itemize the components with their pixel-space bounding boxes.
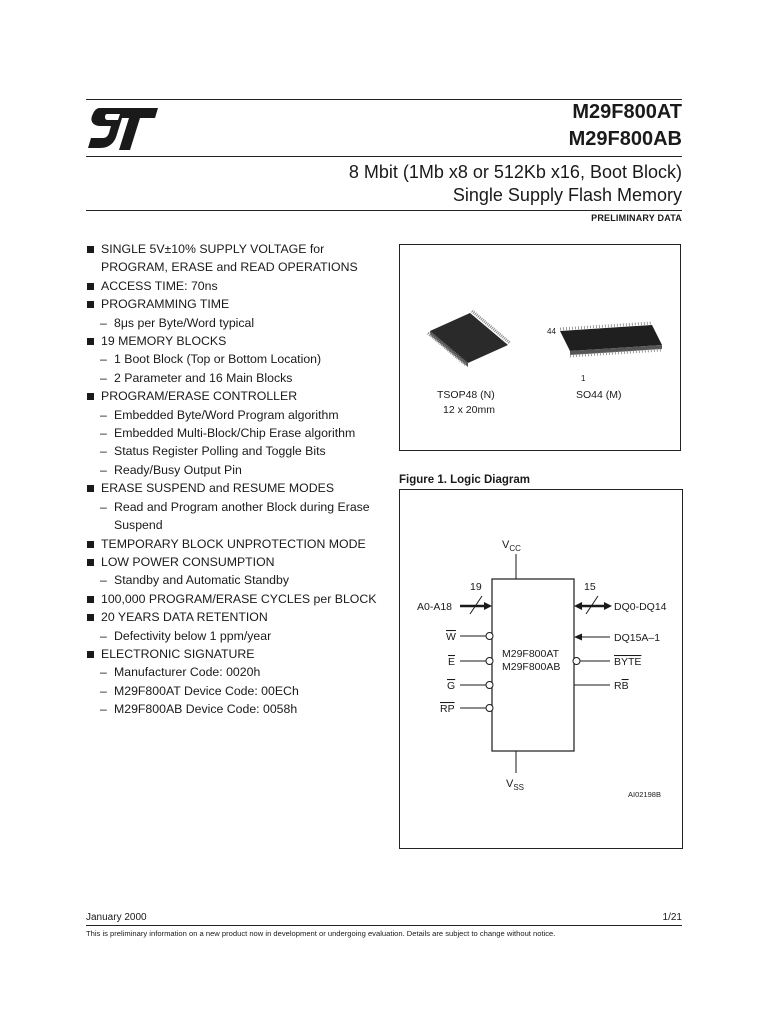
feature-item: 20 YEARS DATA RETENTION xyxy=(86,608,386,626)
header-rule-middle xyxy=(86,156,682,157)
g-label: G xyxy=(447,680,456,692)
feature-subitem: – Status Register Polling and Toggle Bits xyxy=(86,442,386,460)
package-illustration xyxy=(400,245,682,452)
dq15-label: DQ15A–1 xyxy=(614,632,661,644)
logic-diagram-box xyxy=(399,489,683,849)
w-label: W xyxy=(446,631,456,643)
header-rule-bottom xyxy=(86,210,682,211)
logic-diagram xyxy=(400,490,684,850)
so44-pin-1-label: 1 xyxy=(581,374,586,383)
figure-reference: AI02198B xyxy=(628,790,661,799)
feature-item: 19 MEMORY BLOCKS xyxy=(86,332,386,350)
tsop48-name-label: TSOP48 (N) xyxy=(437,389,495,401)
feature-subitem: – Ready/Busy Output Pin xyxy=(86,461,386,479)
w-bubble xyxy=(486,633,493,640)
feature-subitem: – 2 Parameter and 16 Main Blocks xyxy=(86,369,386,387)
data-label: DQ0-DQ14 xyxy=(614,601,667,613)
tsop48-package-icon xyxy=(428,311,510,367)
subtitle-line-1: 8 Mbit (1Mb x8 or 512Kb x16, Boot Block) xyxy=(348,162,682,182)
package-box xyxy=(399,244,681,451)
vcc-label: $V_{CC}$ xyxy=(502,539,521,553)
footer-disclaimer: This is preliminary information on a new product now in development or undergoing evaluation. Details are subject to change without notice. xyxy=(86,929,556,938)
feature-subitem: – M29F800AT Device Code: 00ECh xyxy=(86,682,386,700)
e-bubble xyxy=(486,658,493,665)
rb-label: RB xyxy=(614,680,629,692)
feature-item: ERASE SUSPEND and RESUME MODES xyxy=(86,479,386,497)
feature-item: TEMPORARY BLOCK UNPROTECTION MODE xyxy=(86,535,386,553)
so44-package-icon xyxy=(560,323,662,356)
vss-label: $V_{SS}$ xyxy=(506,778,525,792)
st-logo xyxy=(86,104,160,152)
so44-pin-44-label: 44 xyxy=(547,327,556,336)
footer-rule xyxy=(86,925,682,926)
figure-caption: Figure 1. Logic Diagram xyxy=(399,474,530,486)
data-bus-arrow-right xyxy=(604,602,612,610)
footer-date: January 2000 xyxy=(86,912,147,923)
feature-subitem: – M29F800AB Device Code: 0058h xyxy=(86,700,386,718)
rp-label: RP xyxy=(440,703,455,715)
chip-name-1: M29F800AT xyxy=(502,648,559,660)
part-number-2: M29F800AB xyxy=(568,128,682,150)
byte-label: BYTE xyxy=(614,656,642,668)
feature-item: LOW POWER CONSUMPTION xyxy=(86,553,386,571)
address-count-label: 19 xyxy=(470,581,482,593)
feature-subitem: – Embedded Byte/Word Program algorithm xyxy=(86,406,386,424)
chip-name-2: M29F800AB xyxy=(502,661,561,673)
dq15-arrow xyxy=(574,634,582,641)
feature-item: ACCESS TIME: 70ns xyxy=(86,277,386,295)
data-bus-arrow-left xyxy=(574,602,582,610)
address-bus-arrow xyxy=(484,602,492,610)
feature-subitem: – Standby and Automatic Standby xyxy=(86,571,386,589)
tsop48-size-label: 12 x 20mm xyxy=(443,404,495,416)
feature-item: SINGLE 5V±10% SUPPLY VOLTAGE for PROGRAM, ERASE and READ OPERATIONS xyxy=(86,240,386,277)
rp-bubble xyxy=(486,705,493,712)
preliminary-data-label: PRELIMINARY DATA xyxy=(591,213,682,223)
feature-subitem: – 8μs per Byte/Word typical xyxy=(86,314,386,332)
so44-name-label: SO44 (M) xyxy=(576,389,622,401)
feature-subitem: – Embedded Multi-Block/Chip Erase algorithm xyxy=(86,424,386,442)
feature-item: ELECTRONIC SIGNATURE xyxy=(86,645,386,663)
feature-subitem: – Manufacturer Code: 0020h xyxy=(86,663,386,681)
part-number-1: M29F800AT xyxy=(572,101,682,123)
feature-item: 100,000 PROGRAM/ERASE CYCLES per BLOCK xyxy=(86,590,386,608)
feature-item: PROGRAM/ERASE CONTROLLER xyxy=(86,387,386,405)
feature-subitem: – 1 Boot Block (Top or Bottom Location) xyxy=(86,350,386,368)
feature-subitem: – Read and Program another Block during Erase Suspend xyxy=(86,498,386,535)
e-label: E xyxy=(448,656,456,668)
subtitle-line-2: Single Supply Flash Memory xyxy=(452,185,682,205)
footer-page-number: 1/21 xyxy=(662,912,682,923)
byte-bubble xyxy=(573,658,580,665)
g-bubble xyxy=(486,682,493,689)
data-count-label: 15 xyxy=(584,581,596,593)
feature-list xyxy=(86,240,386,719)
feature-item: PROGRAMMING TIME xyxy=(86,295,386,313)
address-label: A0-A18 xyxy=(417,601,453,613)
feature-subitem: – Defectivity below 1 ppm/year xyxy=(86,627,386,645)
